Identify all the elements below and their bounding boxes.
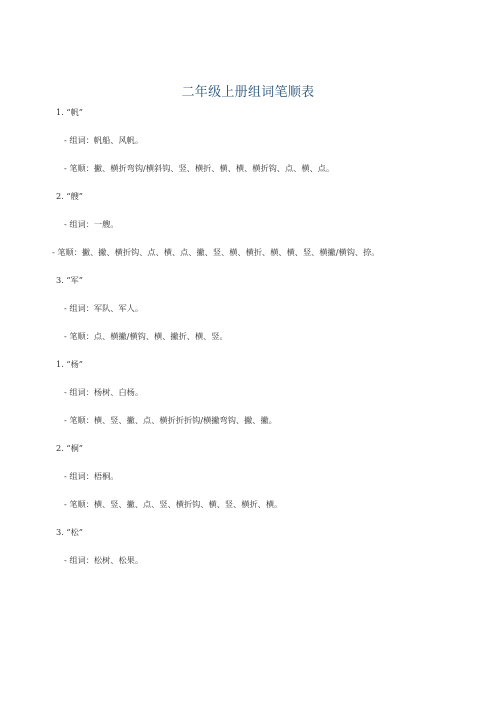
item-strokes: - 笔顺：撇、横折弯钩/横斜钩、竖、横折、横、横、横折钩、点、横、点。: [64, 163, 335, 173]
item-words: - 组词：帆船、风帆。: [64, 135, 144, 145]
page-title: 二年级上册组词笔顺表: [181, 85, 315, 100]
item-heading: 2. “桐”: [56, 443, 83, 453]
item-strokes: - 笔顺：横、竖、撇、点、横折折折钩/横撇弯钩、撇、撇。: [64, 415, 277, 425]
item-heading: 1. “杨”: [56, 359, 83, 369]
item-words: - 组词：杨树、白杨。: [64, 387, 144, 397]
item-strokes: - 笔顺：点、横撇/横钩、横、撇折、横、竖。: [64, 331, 228, 341]
item-words: - 组词：梧桐。: [64, 471, 119, 481]
item-words: - 组词：军队、军人。: [64, 303, 144, 313]
item-heading: 1. “帆”: [56, 107, 83, 117]
item-words: - 组词：一艘。: [64, 219, 119, 229]
item-words: - 组词：松树、松果。: [64, 555, 144, 565]
item-strokes: - 笔顺：撇、撇、横折钩、点、横、点、撇、竖、横、横折、横、横、竖、横撇/横钩、捺。: [52, 247, 380, 257]
document-body: [52, 106, 448, 567]
item-heading: 3. “松”: [56, 527, 83, 537]
item-strokes: - 笔顺：横、竖、撇、点、竖、横折钩、横、竖、横折、横。: [64, 499, 283, 509]
item-heading: 3. “军”: [56, 275, 83, 285]
item-heading: 2. “艘”: [56, 191, 83, 201]
